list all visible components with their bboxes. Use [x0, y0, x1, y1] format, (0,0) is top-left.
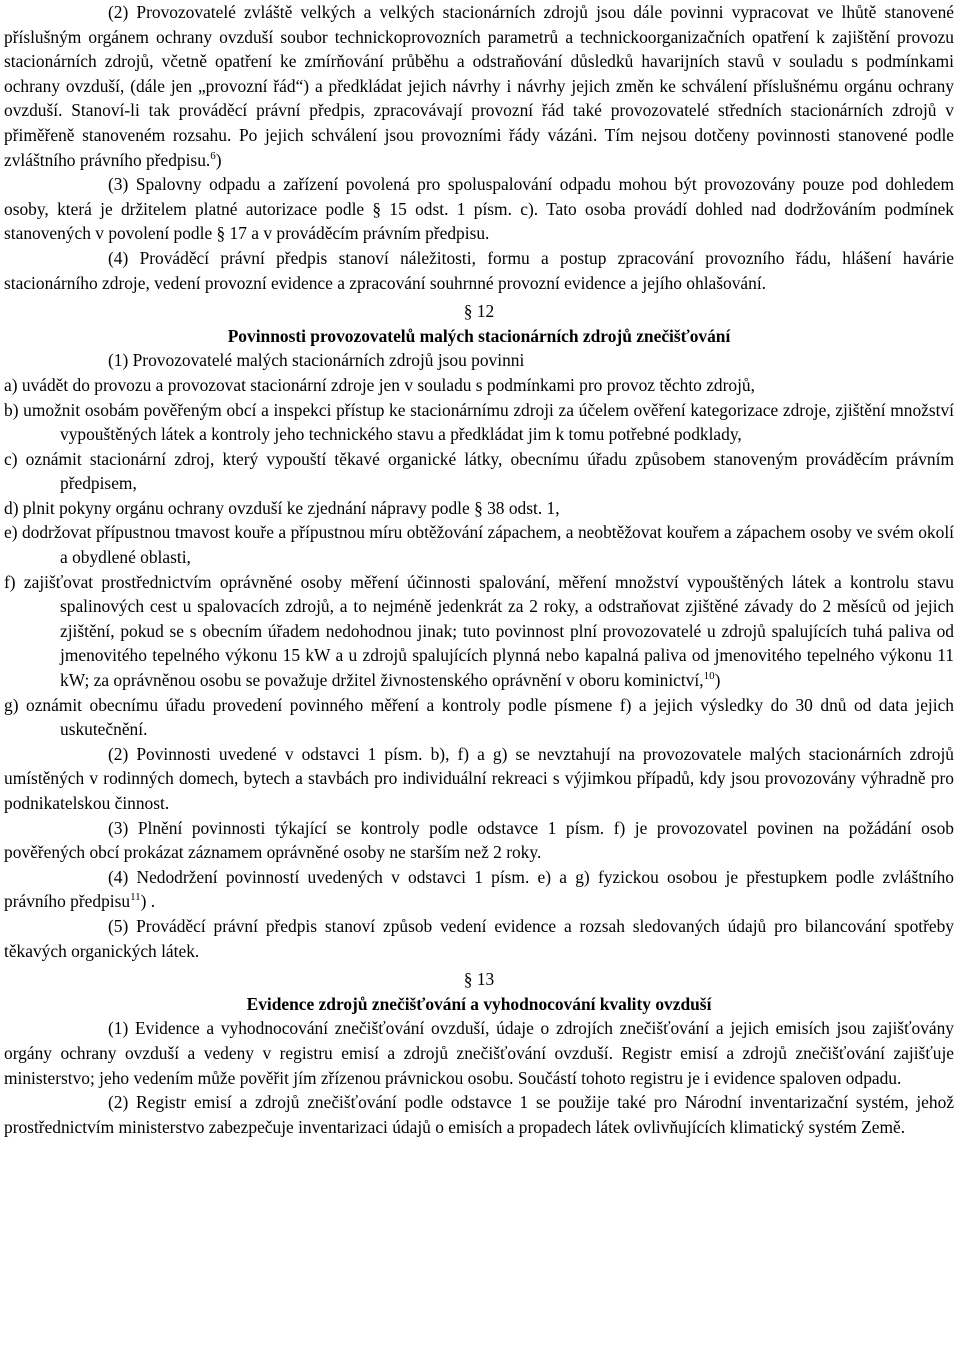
- footnote-ref-6[interactable]: 6: [210, 149, 216, 162]
- paragraph-2: (2) Provozovatelé zvláště velkých a velkých stacionárních zdrojů jsou dále povinni vypracovat ve lhůtě stanovené příslušným orgánem ochrany ovzduší soubor technickoprovozních parametrů a technickoorganizačních opatření k zajištění provozu stacionárních zdrojů, včetně opatření ke zmírňování průběhu a odstraňování důsledků havarijních stavů v souladu s podmínkami ochrany ovzduší, (dále jen „provozní řád“) a předkládat jejich návrhy i návrhy jejich změn ke schválení příslušnému orgánu ochrany ovzduší. Stanoví-li tak prováděcí právní předpis, zpracovávají provozní řád také provozovatelé středních stacionárních zdrojů v přiměřeně stanoveném rozsahu. Po jejich schválení jsou provozními řády vázáni. Tím nejsou dotčeny povinnosti stanovené podle zvláštního právního předpisu.$^6$): [4, 2, 954, 170]
- section-13-title: Evidence zdrojů znečišťování a vyhodnocování kvality ovzduší: [246, 993, 712, 1014]
- footnote-ref-11[interactable]: 11: [130, 891, 141, 904]
- section-12-paragraph-3: (3) Plnění povinnosti týkající se kontroly podle odstavce 1 písm. f) je provozovatel povinen na požádání osob pověřených obcí prokázat záznamem oprávněné osoby ne starším než 2 roky.: [4, 817, 954, 863]
- section-12-number: § 12: [463, 301, 495, 322]
- list-item-b: b) umožnit osobám pověřeným obcí a inspekci přístup ke stacionárnímu zdroji za účelem ověření kategorizace zdroje, zjištění množství vypouštěných látek a kontroly jeho technického stavu a předkládat jim k tomu potřebné podklady,: [4, 399, 954, 445]
- list-item-e: e) dodržovat přípustnou tmavost kouře a přípustnou míru obtěžování zápachem, a neobtěžovat kouřem a zápachem osoby ve svém okolí a obydlené oblasti,: [4, 522, 954, 568]
- section-12-paragraph-5: (5) Prováděcí právní předpis stanoví způsob vedení evidence a rozsah sledovaných údajů pro bilancování spotřeby těkavých organických látek.: [4, 915, 954, 961]
- section-12-paragraph-2: (2) Povinnosti uvedené v odstavci 1 písm. b), f) a g) se nevztahují na provozovatele malých stacionárních zdrojů umístěných v rodinných domech, bytech a stavbách pro individuální rekreaci s výjimkou případů, kdy jsou provozovány výhradně pro podnikatelskou činnost.: [4, 743, 954, 813]
- footnote-ref-10[interactable]: 10: [703, 670, 715, 683]
- section-12-paragraph-4-text: (4) Nedodržení povinností uvedených v odstavci 1 písm. e) a g) fyzickou osobou je přestupkem podle zvláštního právního předpisu: [4, 866, 954, 912]
- list-item-c: c) oznámit stacionární zdroj, který vypouští těkavé organické látky, obecnímu úřadu způsobem stanoveným prováděcím právním předpisem,: [4, 448, 954, 494]
- list-item-a: a) uvádět do provozu a provozovat stacionární zdroje jen v souladu s podmínkami pro provoz těchto zdrojů,: [4, 374, 755, 395]
- section-13-number: § 13: [463, 969, 495, 990]
- list-item-d: d) plnit pokyny orgánu ochrany ovzduší ke zjednání nápravy podle § 38 odst. 1,: [4, 497, 560, 518]
- section-12-paragraph-4: (4) Nedodržení povinností uvedených v odstavci 1 písm. e) a g) fyzickou osobou je přestupkem podle zvláštního právního předpisu$^{11}$) .: [4, 866, 954, 912]
- section-13-paragraph-2: (2) Registr emisí a zdrojů znečišťování podle odstavce 1 se použije také pro Národní inventarizační systém, jehož prostřednictvím ministerstvo zabezpečuje inventarizaci údajů o emisích a propadech látek ovlivňujících klimatický systém Země.: [4, 1092, 954, 1137]
- paragraph-3: (3) Spalovny odpadu a zařízení povolená pro spoluspalování odpadu mohou být provozovány pouze pod dohledem osoby, která je držitelem platné autorizace podle § 15 odst. 1 písm. c). Tato osoba provádí dohled nad dodržováním podmínek stanovených v povolení podle § 17 a v prováděcím právním předpisu.: [4, 174, 954, 244]
- section-13-paragraph-1: (1) Evidence a vyhodnocování znečišťování ovzduší, údaje o zdrojích znečišťování a jejich emisích jsou zajišťovány orgány ochrany ovzduší a vedeny v registru emisí a zdrojů znečišťování ovzduší. Registr emisí a zdrojů znečišťování zajišťuje ministerstvo; jeho vedením může pověřit jím zřízenou právnickou osobu. Součástí tohoto registru je i evidence spaloven odpadu.: [4, 1018, 954, 1088]
- section-12-intro: (1) Provozovatelé malých stacionárních zdrojů jsou povinni: [108, 350, 525, 371]
- list-item-g: g) oznámit obecnímu úřadu provedení povinného měření a kontroly podle písmene f) a jejich výsledky do 30 dnů od data jejich uskutečnění.: [4, 694, 954, 740]
- paragraph-4: (4) Prováděcí právní předpis stanoví náležitosti, formu a postup zpracování provozního řádu, hlášení havárie stacionárního zdroje, vedení provozní evidence a zpracování souhrnné provozní evidence a jejího ohlašování.: [4, 247, 954, 293]
- list-item-f-text: f) zajišťovat prostřednictvím oprávněné osoby měření účinnosti spalování, měření množství vypouštěných látek a kontrolu stavu spalinových cest u spalovacích zdrojů, a to nejméně jedenkrát za 2 roky, a odstraňovat zjištěné závady do 2 měsíců od jejich zjištění, pokud se s obecním úřadem nedohodnou jinak; tuto povinnost plní provozovatelé u zdrojů spalujících tuhá paliva od jmenovitého tepelného výkonu 15 kW a u zdrojů spalujících plynná nebo kapalná paliva od jmenovitého tepelného výkonu 11 kW; za oprávněnou osobu se považuje držitel živnostenského oprávnění v oboru kominictví,: [4, 571, 954, 691]
- list-item-f: f) zajišťovat prostřednictvím oprávněné osoby měření účinnosti spalování, měření množství vypouštěných látek a kontrolu stavu spalinových cest u spalovacích zdrojů, a to nejméně jedenkrát za 2 roky, a odstraňovat zjištěné závady do 2 měsíců od jejich zjištění, pokud se s obecním úřadem nedohodnou jinak; tuto povinnost plní provozovatelé u zdrojů spalujících tuhá paliva od jmenovitého tepelného výkonu 15 kW a u zdrojů spalujících plynná nebo kapalná paliva od jmenovitého tepelného výkonu 11 kW; za oprávněnou osobu se považuje držitel živnostenského oprávnění v oboru kominictví,$^{10}$): [4, 571, 954, 691]
- section-12-title: Povinnosti provozovatelů malých stacionárních zdrojů znečišťování: [227, 325, 731, 346]
- paragraph-2-text: (2) Provozovatelé zvláště velkých a velkých stacionárních zdrojů jsou dále povinni vypracovat ve lhůtě stanovené příslušným orgánem ochrany ovzduší soubor technickoprovozních parametrů a technickoorganizačních opatření k zajištění provozu stacionárních zdrojů, včetně opatření ke zmírňování průběhu a odstraňování důsledků havarijních stavů v souladu s podmínkami ochrany ovzduší, (dále jen „provozní řád“) a předkládat jejich návrhy i návrhy jejich změn ke schválení příslušnému orgánu ochrany ovzduší. Stanoví-li tak prováděcí právní předpis, zpracovávají provozní řád také provozovatelé středních stacionárních zdrojů v přiměřeně stanoveném rozsahu. Po jejich schválení jsou provozními řády vázáni. Tím nejsou dotčeny povinnosti stanovené podle zvláštního právního předpisu.: [4, 2, 954, 170]
